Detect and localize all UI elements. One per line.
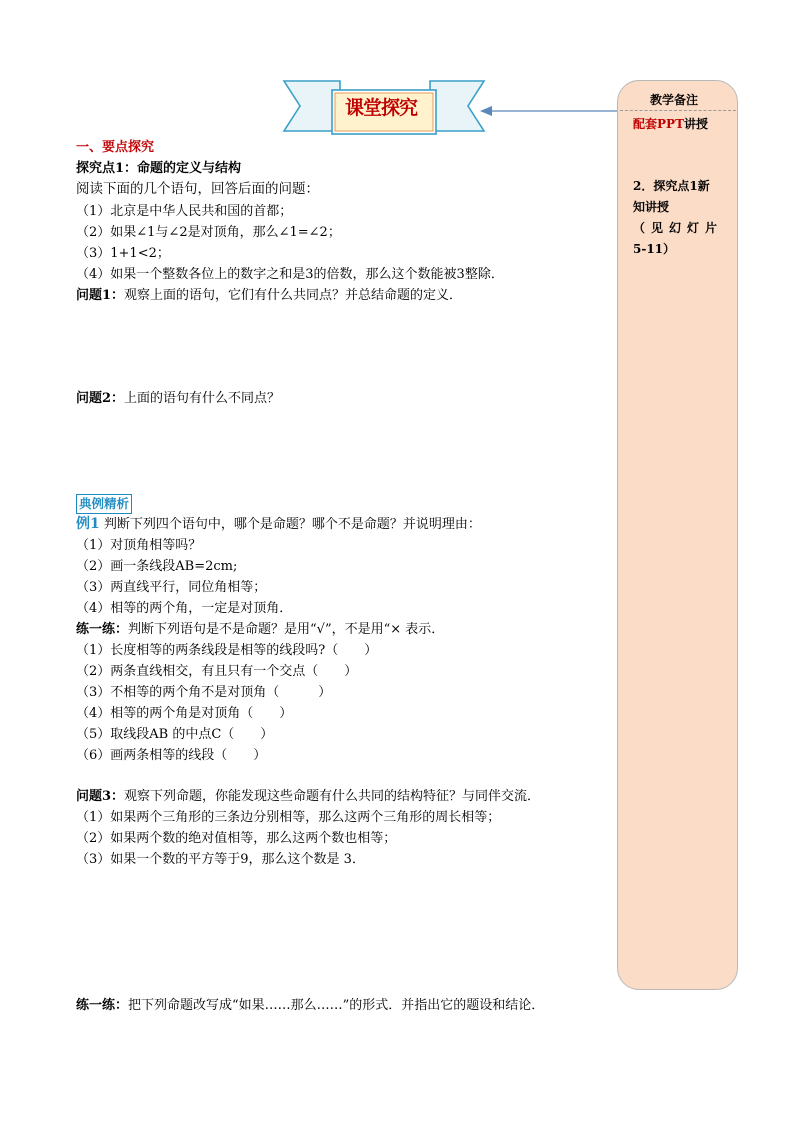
- panel-ppt-note: [633, 114, 708, 134]
- point1-title: 探究点1：命题的定义与结构: [76, 161, 242, 176]
- example-1: [76, 515, 481, 534]
- practice-item-6: （6）画两条相等的线段（ ）: [76, 748, 267, 763]
- banner-title: 课堂探究: [344, 97, 417, 119]
- statement-1: （1）北京是中华人民共和国的首都；: [76, 204, 293, 219]
- ppt-prefix: 配套: [633, 117, 658, 131]
- question-2-label: 问题2：: [76, 391, 125, 406]
- intro-text: 阅读下面的几个语句，回答后面的问题：: [76, 181, 319, 197]
- statement-2: （2）如果∠1与∠2是对顶角，那么∠1=∠2；: [76, 225, 341, 240]
- question-3: [76, 787, 540, 806]
- panel-divider: [620, 110, 736, 111]
- example-1-prompt: 判断下列四个语句中，哪个是命题？哪个不是命题？并说明理由：: [99, 517, 481, 532]
- question-3-item-2: （2）如果两个数的绝对值相等，那么这两个数也相等；: [76, 831, 397, 846]
- practice-1-label: 练一练：: [76, 622, 129, 637]
- practice-2-text: 把下列命题改写成“如果……那么……”的形式．并指出它的题设和结论．: [128, 998, 545, 1013]
- question-3-item-3: （3）如果一个数的平方等于9，那么这个数是 3．: [76, 852, 365, 867]
- question-2-text: 上面的语句有什么不同点？: [124, 391, 281, 406]
- practice-2: [76, 996, 544, 1015]
- statement-4: （4）如果一个整数各位上的数字之和是3的倍数，那么这个数能被3整除．: [76, 267, 504, 282]
- example-item-3: （3）两直线平行，同位角相等；: [76, 580, 267, 595]
- question-2: [76, 389, 280, 408]
- practice-1-text: 判断下列语句是不是命题？是用“√”，不是用“× 表示．: [128, 622, 445, 637]
- ppt-highlight: PPT: [657, 117, 684, 131]
- example-1-label: 例1: [76, 516, 100, 532]
- question-1: [76, 286, 462, 305]
- example-item-2: （2）画一条线段AB=2cm;: [76, 559, 238, 574]
- practice-item-5: （5）取线段AB 的中点C（ ）: [76, 727, 274, 742]
- panel-note-line2: 知讲授: [633, 200, 670, 214]
- panel-note-line4: 5-11）: [633, 242, 676, 256]
- panel-note-line3: （见幻灯片: [633, 221, 724, 235]
- pointer-arrow: [478, 103, 623, 119]
- practice-item-4: （4）相等的两个角是对顶角（ ）: [76, 706, 293, 721]
- example-item-1: （1）对顶角相等吗？: [76, 538, 202, 553]
- practice-item-3: （3）不相等的两个角不是对顶角（ ）: [76, 685, 332, 700]
- question-3-text: 观察下列命题，你能发现这些命题有什么共同的结构特征？与同伴交流．: [124, 789, 541, 804]
- practice-1: [76, 620, 444, 639]
- example-item-4: （4）相等的两个角，一定是对顶角．: [76, 601, 293, 616]
- practice-item-2: （2）两条直线相交，有且只有一个交点（ ）: [76, 664, 358, 679]
- section-heading: 一、要点探究: [76, 140, 155, 155]
- question-1-label: 问题1：: [76, 288, 125, 303]
- question-3-item-1: （1）如果两个三角形的三条边分别相等，那么这两个三角形的周长相等；: [76, 810, 501, 825]
- practice-item-1: （1）长度相等的两条线段是相等的线段吗?（ ）: [76, 643, 378, 658]
- statement-3: （3）1+1<2；: [76, 246, 170, 261]
- question-3-label: 问题3：: [76, 789, 125, 804]
- panel-note-line1: 2．探究点1新: [633, 179, 710, 193]
- practice-2-label: 练一练：: [76, 998, 129, 1013]
- panel-header: 教学备注: [650, 93, 699, 107]
- ppt-suffix: 讲授: [684, 117, 709, 131]
- example-tag: 典例精析: [76, 494, 132, 514]
- question-1-text: 观察上面的语句，它们有什么共同点？并总结命题的定义．: [124, 288, 463, 303]
